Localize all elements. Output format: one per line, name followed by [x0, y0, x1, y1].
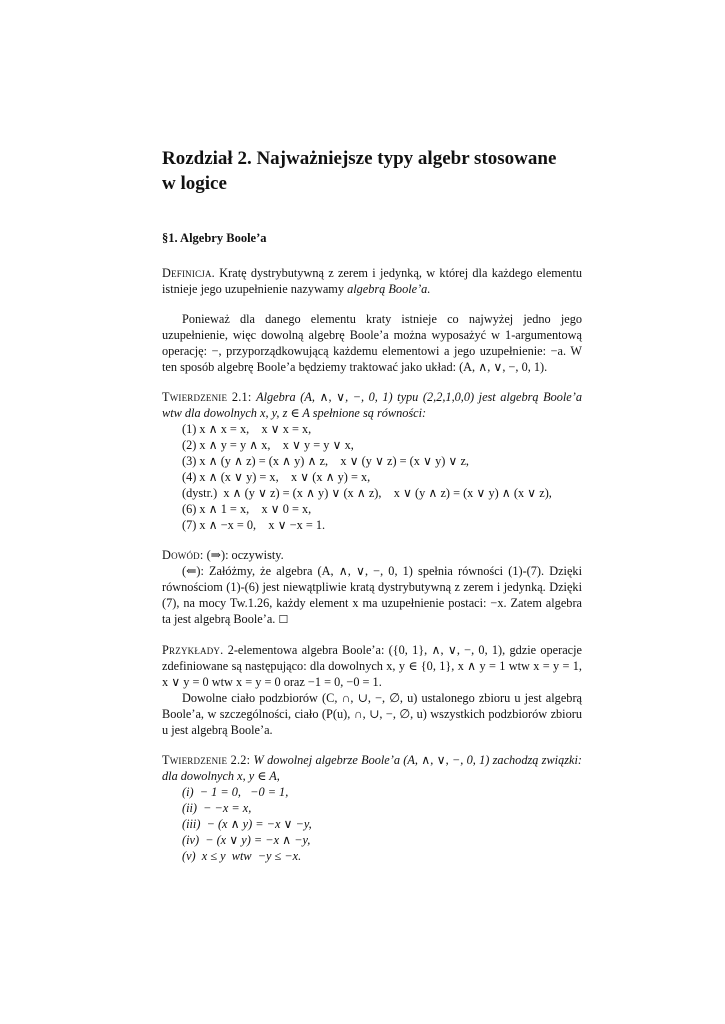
chapter-title-line1: Rozdział 2. Najważniejsze typy algebr stosowane	[162, 148, 557, 169]
equation-item: (iii) − (x ∧ y) = −x ∨ −y,	[182, 817, 312, 831]
chapter-title	[162, 146, 582, 196]
proof-line1: (⇒): oczywisty.	[206, 548, 284, 562]
equation-item: (i) − 1 = 0, −0 = 1,	[182, 785, 289, 799]
definition-label: Definicja.	[162, 266, 215, 280]
proof	[162, 547, 582, 628]
examples-text1: 2-elementowa algebra Boole’a: ({0, 1}, ∧, ∨, −, 0, 1), gdzie operacje zdefiniowane są następująco: dla dowolnych x, y ∈ {0, 1}, x ∧ y = 1 wtw x = y = 1, x ∨ y = 0 wtw x = y = 0 oraz −1 = 0, −0 = 1.	[162, 643, 582, 689]
theorem-2-1	[162, 389, 582, 533]
theorem-2-2	[162, 752, 582, 864]
chapter-title-line2: w logice	[162, 173, 227, 194]
definition-term: algebrą Boole’a.	[347, 282, 431, 296]
equation-item: (1) x ∧ x = x, x ∨ x = x,	[182, 422, 312, 436]
qed-square-icon: ☐	[278, 614, 289, 626]
definition	[162, 265, 582, 297]
definition-text: Kratę dystrybutywną z zerem i jedynką, w której dla każdego elementu istnieje jego uzupełnienie nazywamy	[162, 266, 583, 296]
proof-line2: (⇐): Załóżmy, że algebra (A, ∧, ∨, −, 0, 1) spełnia równości (1)-(7). Dzięki równościom (1)-(6) jest niewątpliwie kratą dystrybutywną z zerem i jedynką. Dzięki (7), na mocy Tw.1.26, każdy element x ma uzupełnienie postaci: −x. Zatem algebra ta jest algebrą Boole’a.	[162, 564, 582, 626]
section-title: §1. Algebry Boole’a	[162, 231, 267, 245]
equation-item: (ii) − −x = x,	[182, 801, 252, 815]
theorem-2-2-label: Twierdzenie 2.2:	[162, 753, 251, 767]
examples-label: Przykłady.	[162, 643, 224, 657]
examples-text2: Dowolne ciało podzbiorów (C, ∩, ∪, −, ∅, u) ustalonego zbioru u jest algebrą Boole’a, w szczególności, ciało (P(u), ∩, ∪, −, ∅, u) wszystkich podzbiorów zbioru u jest algebrą Boole’a.	[162, 691, 582, 737]
equation-item: (6) x ∧ 1 = x, x ∨ 0 = x,	[182, 502, 312, 516]
theorem-2-2-statement: W dowolnej algebrze Boole’a (A, ∧, ∨, −, 0, 1) zachodzą związki: dla dowolnych x, y ∈ A,	[162, 753, 582, 783]
proof-label: Dowód:	[162, 548, 204, 562]
equation-item: (v) x ≤ y wtw −y ≤ −x.	[182, 849, 302, 863]
theorem-2-1-statement: Algebra (A, ∧, ∨, −, 0, 1) typu (2,2,1,0,0) jest algebrą Boole’a wtw dla dowolnych x, y, z ∈ A spełnione są równości:	[162, 390, 582, 420]
theorem-2-2-equations	[162, 784, 582, 864]
theorem-2-1-equations	[162, 421, 582, 533]
equation-item: (3) x ∧ (y ∧ z) = (x ∧ y) ∧ z, x ∨ (y ∨ z) = (x ∨ y) ∨ z,	[182, 454, 469, 468]
equation-item: (dystr.) x ∧ (y ∨ z) = (x ∧ y) ∨ (x ∧ z), x ∨ (y ∧ z) = (x ∨ y) ∧ (x ∨ z),	[182, 486, 552, 500]
equation-item: (2) x ∧ y = y ∧ x, x ∨ y = y ∨ x,	[182, 438, 354, 452]
equation-item: (4) x ∧ (x ∨ y) = x, x ∨ (x ∧ y) = x,	[182, 470, 371, 484]
theorem-2-1-label: Twierdzenie 2.1:	[162, 390, 252, 404]
equation-item: (iv) − (x ∨ y) = −x ∧ −y,	[182, 833, 311, 847]
paragraph-uzupelnienie: Ponieważ dla danego elementu kraty istnieje co najwyżej jedno jego uzupełnienie, więc dowolną algebrę Boole’a można wyposażyć w 1-argumentową operację: −, przyporządkowującą każdemu elementowi a jego uzupełnienie: −a. W ten sposób algebrę Boole’a będziemy traktować jako układ: (A, ∧, ∨, −, 0, 1).	[162, 312, 582, 374]
page-content	[162, 146, 582, 864]
examples	[162, 642, 582, 738]
equation-item: (7) x ∧ −x = 0, x ∨ −x = 1.	[182, 518, 326, 532]
